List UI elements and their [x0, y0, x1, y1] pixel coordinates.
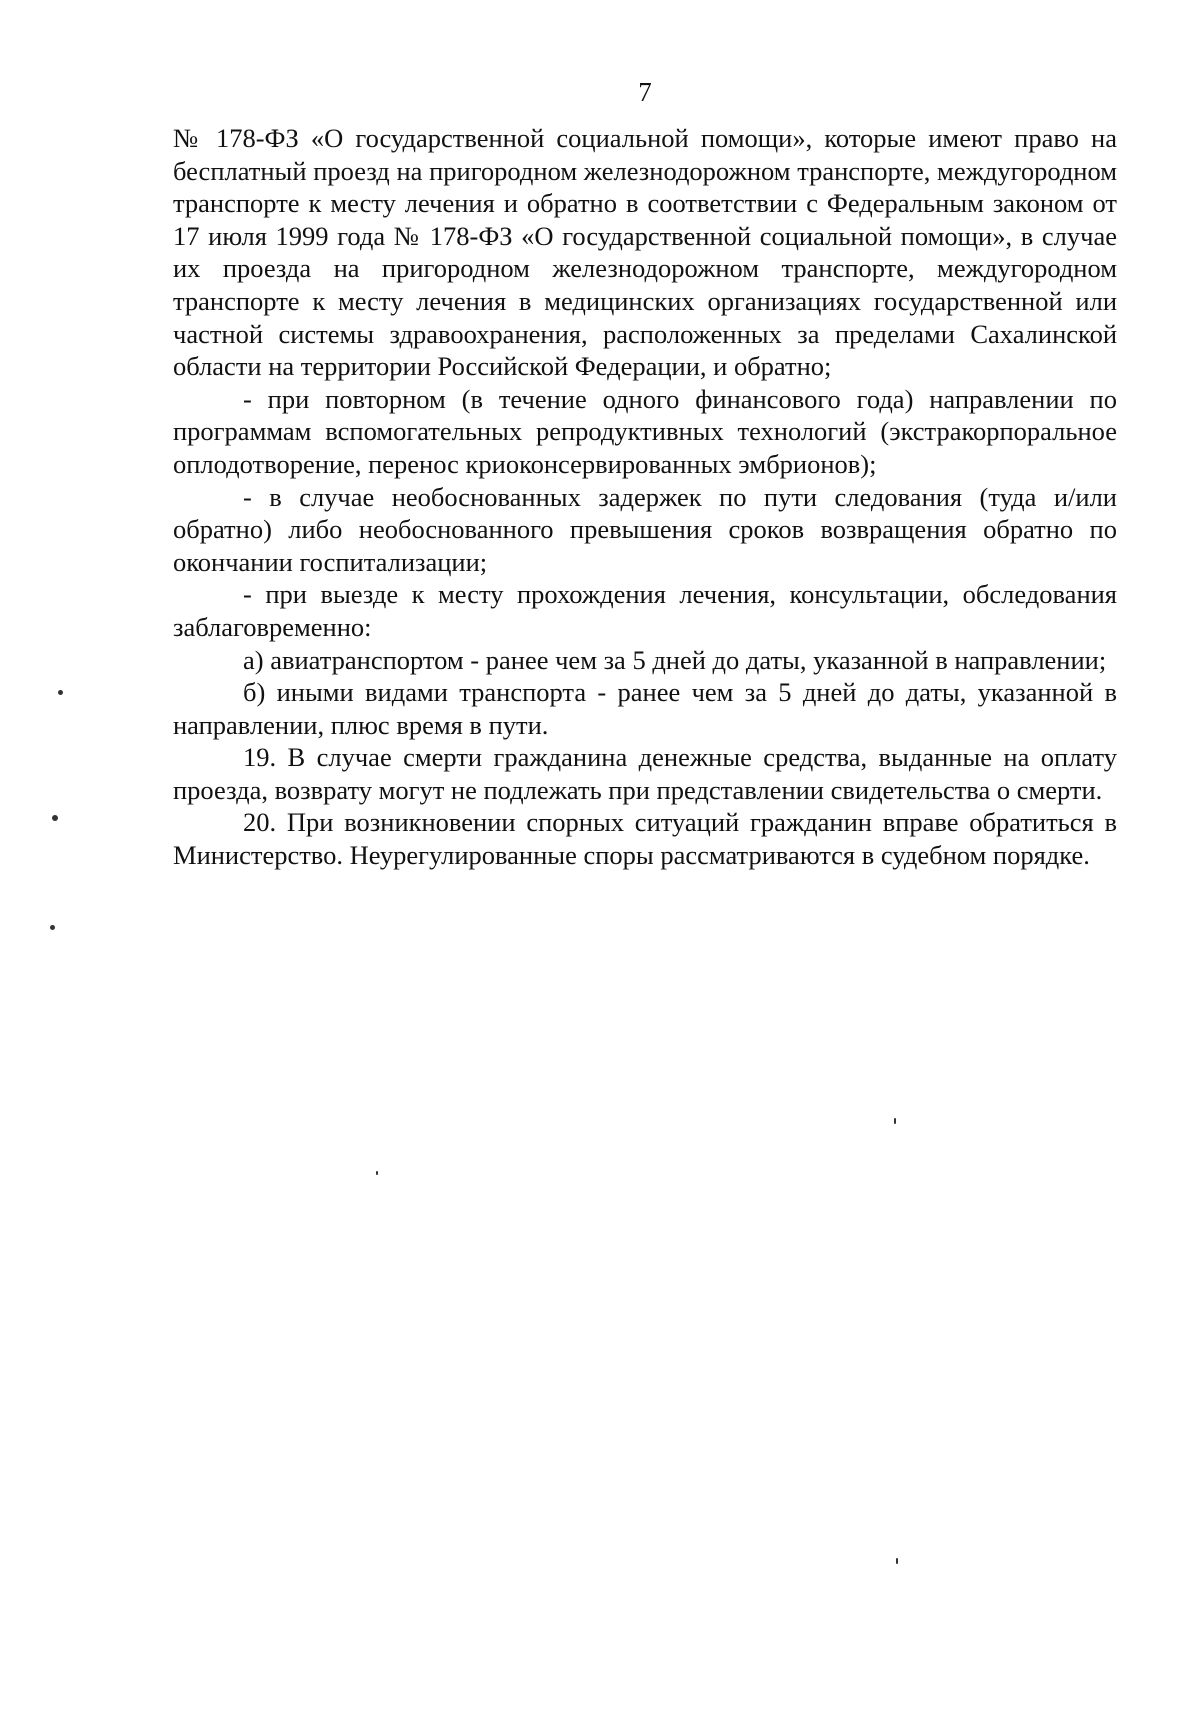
- paragraph-early-departure: - при выезде к месту прохождения лечения, консультации, обследования заблаговременно:: [173, 579, 1117, 642]
- document-body: [173, 122, 1117, 872]
- scan-speck: [52, 815, 58, 821]
- scan-speck: [894, 1118, 896, 1124]
- paragraph-unjustified-delays: - в случае необоснованных задержек по пути следования (туда и/или обратно) либо необоснованного превышения сроков возвращения обратно по окончании госпитализации;: [173, 481, 1117, 577]
- paragraph-repeat-referral: - при повторном (в течение одного финансового года) направлении по программам вспомогательных репродуктивных технологий (экстракорпоральное оплодотворение, перенос криоконсервированных эмбрионов);: [173, 383, 1117, 479]
- paragraph-continuation: № 178-ФЗ «О государственной социальной помощи», которые имеют право на бесплатный проезд на пригородном железнодорожном транспорте, междугородном транспорте к месту лечения и обратно в соответствии с Федеральным законом от 17 июля 1999 года № 178-ФЗ «О государственной социальной помощи», в случае их проезда на пригородном железнодорожном транспорте, междугородном транспорте к месту лечения в медицинских организациях государственной или частной системы здравоохранения, расположенных за пределами Сахалинской области на территории Российской Федерации, и обратно;: [173, 123, 1117, 382]
- scan-speck: [376, 1171, 378, 1175]
- paragraph-air-transport: а) авиатранспортом - ранее чем за 5 дней до даты, указанной в направлении;: [243, 644, 1107, 675]
- scan-speck: [896, 1558, 898, 1564]
- paragraph-other-transport: б) иными видами транспорта - ранее чем за 5 дней до даты, указанной в направлении, плюс время в пути.: [173, 677, 1117, 740]
- paragraph-clause-19: 19. В случае смерти гражданина денежные средства, выданные на оплату проезда, возврату могут не подлежать при представлении свидетельства о смерти.: [173, 742, 1117, 805]
- scan-speck: [50, 925, 55, 930]
- scan-speck: [58, 690, 63, 695]
- paragraph-clause-20: 20. При возникновении спорных ситуаций гражданин вправе обратиться в Министерство. Неурегулированные споры рассматриваются в судебном порядке.: [173, 807, 1117, 871]
- page-number: 7: [638, 77, 652, 107]
